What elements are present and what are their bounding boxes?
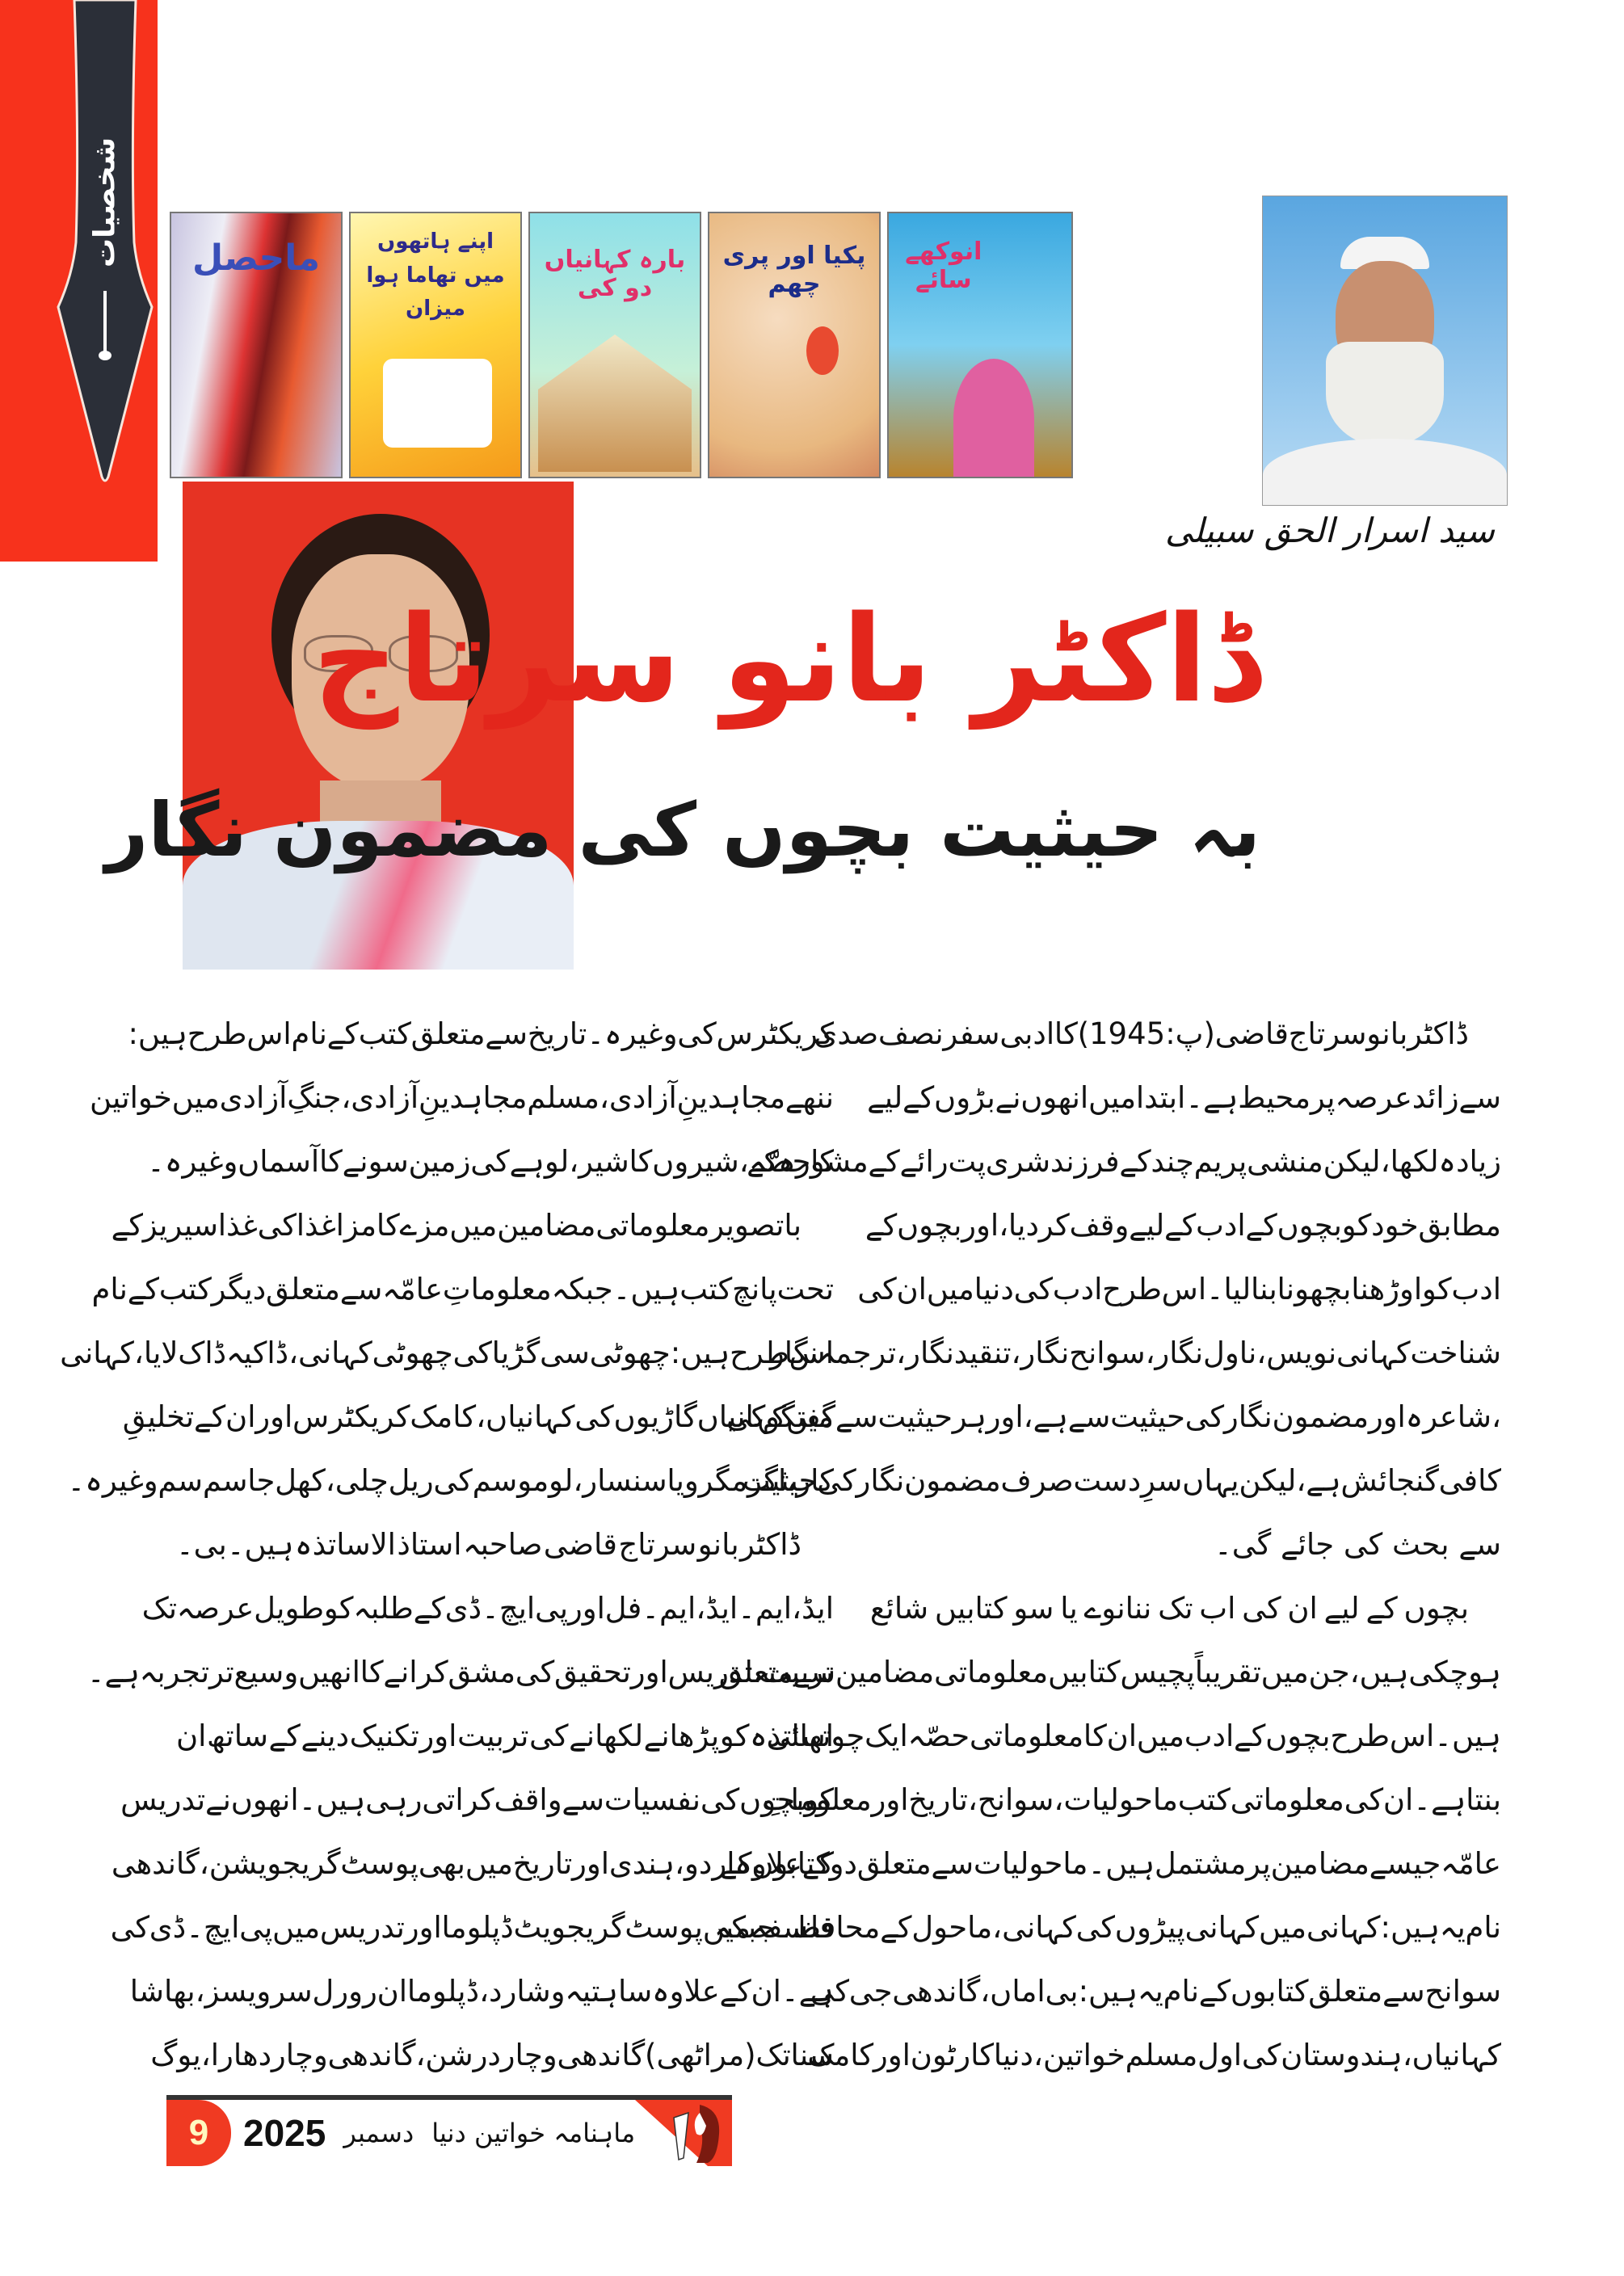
- magazine-logo-icon: [667, 2101, 724, 2165]
- book-cover: [349, 212, 522, 478]
- text-line: زیادہ لکھا،لیکن منشی پریم چند کے فرزند شری پت رائے کے مشورہ کے: [747, 1144, 1501, 1179]
- text-line: ادب کو اوڑھنا بچھونا بنا لیا۔ اس طرح ادب کی دنیا میں ان کی: [857, 1272, 1501, 1306]
- book-cover: [708, 212, 881, 478]
- book-title: بارہ کہانیاں دو کی: [544, 246, 686, 302]
- text-line: بچوں کے لیے ان کی اب تک ننانوے یا سو کتابیں شائع: [869, 1591, 1469, 1626]
- text-line: اساتذہ کو پڑھانے لکھانے کی تربیت اور تکنیک دینے کے ساتھ ان: [176, 1719, 834, 1753]
- text-line: کہانیاں ،ہندوستان کی اول مسلم خواتین،دنیا کارٹون اور کامک: [807, 2038, 1501, 2072]
- text-line: کا حصّہ،شیروں کا شیر،لوہے کی زمین سونے کا آسماں وغیرہ۔: [147, 1144, 834, 1179]
- text-line: کو بچوں کی نفسیات سے واقف کراتی رہی ہیں۔انھوں نے تدریس: [120, 1782, 834, 1817]
- text-line: سوانح سے متعلق کتابوں کے نام یہ ہیں:بی اماں،گاندھی جی کی: [810, 1974, 1501, 2009]
- cover-balloon: [806, 326, 839, 375]
- text-line: اس طرح ہیں:چھوٹی سی گڑیا کی چھوٹی کہانی،ڈاکیہ ڈاک لایا،کہانی: [60, 1336, 834, 1370]
- text-line: ہو چکی ہیں،جن میں تقریباً پچیس کتابیں معلوماتی مضامین سے متعلق: [718, 1655, 1501, 1689]
- page-number: 9: [166, 2100, 231, 2166]
- author-photo: [1262, 196, 1508, 506]
- author-name: سید اسرار الحق سبیلی: [1164, 511, 1495, 550]
- text-line: نام یہ ہیں:کہانی میں کہانی پیڑوں کی کہانی،ماحول کے محافظ۔جبکہ: [713, 1910, 1501, 1945]
- book-title: ماحصل: [191, 238, 321, 279]
- article-title: ڈاکٹر بانو سرتاج: [312, 590, 1260, 729]
- book-title: پکیا اور پری چھم: [722, 242, 866, 298]
- text-line: ایڈ،ایم۔ایڈ،ایم۔فل اور پی ایچ۔ڈی کے طلبہ کو طویل عرصہ تک: [141, 1591, 834, 1626]
- text-line: کافی گنجائش ہے،لیکن یہاں سرِ دست صرف مضمون نگار کی حیثیت: [742, 1463, 1501, 1498]
- section-label: شخصیات: [88, 137, 122, 267]
- cover-illustration: [953, 359, 1034, 478]
- text-line: ڈاکٹر بانو سرتاج قاضی صاحبہ استاذ الاساتذہ ہیں۔بی۔: [176, 1527, 801, 1562]
- text-line: شناخت کہانی نویس،ناول نگار ،سوانح نگار،تنقید نگار،ترجمہ نگار: [769, 1336, 1501, 1370]
- text-line: ڈاکٹر بانو سرتاج قاضی (پ:1945) کا ادبی سفر نصف صدی: [814, 1016, 1469, 1051]
- book-cover: [528, 212, 701, 478]
- book-cover: [887, 212, 1073, 478]
- text-line: تربیت،تدریس اور تحقیق کی مشق کرانے کا انھیں وسیع تر تجربہ ہے۔: [86, 1655, 834, 1689]
- cover-illustration: [538, 334, 692, 472]
- text-line: ہیں۔اس طرح بچوں کے ادب میں ان کا معلوماتی حصّہ ایک چوتھائی: [766, 1719, 1501, 1753]
- text-line: سے بحث کی جائے گی۔: [1214, 1527, 1501, 1562]
- article-column-right: [713, 1002, 1501, 2087]
- cover-illustration: [383, 359, 492, 448]
- text-line: تحت پانچ کتب ہیں۔جبکہ معلوماتِ عامّہ سے متعلق دیگر کتب کے نام: [91, 1272, 834, 1306]
- text-line: بنتا ہے۔ان کی معلوماتی کتب ماحولیات،سوانح،تاریخ اور معلوماتِ: [762, 1782, 1501, 1817]
- text-line: فلسفہ میں پوسٹ گریجویٹ ڈپلوما اور تدریس میں پی ایچ۔ڈی کی: [110, 1910, 834, 1945]
- book-title: انوکھے سائے: [905, 238, 982, 294]
- text-line: سنا تک (مراٹھی) گاندھی وچار درشن،گاندھی وچار دھارا،یوگ: [150, 2038, 834, 2072]
- book-title: اپنے ہاتھوں میں تھاما ہوا میزان: [366, 229, 505, 322]
- article-subtitle: بہ حیثیت بچوں کی مضمون نگار: [105, 787, 1260, 873]
- text-line: میں کہانیاں گاڑیوں کی کہانیاں،کامک کریکٹرس اور ان کے تخلیقِ: [122, 1399, 834, 1434]
- issue-year: 2025: [243, 2112, 326, 2154]
- footer-issue-info: [243, 2100, 655, 2166]
- text-line: سے زائد عرصہ پر محیط ہے۔ابتدا میں انھوں نے بڑوں کے لیے: [867, 1080, 1501, 1115]
- issue-month: دسمبر: [343, 2118, 414, 2148]
- text-line: مطابق خود کو بچوں کے ادب کے لیے وقف کر دیا ،اور بچوں کے: [865, 1208, 1501, 1243]
- text-line: ننھے مجاہدینِ آزادی،مسلم مجاہدینِ آزادی،جنگِ آزادی میں خواتین: [90, 1080, 834, 1115]
- text-line: کے علاوہ اردو،ہندی اور تاریخ میں بھی پوسٹ گریجویشن،گاندھی: [111, 1846, 834, 1881]
- text-line: کریکٹرس کی وغیرہ۔تاریخ سے متعلق کتب کے نام اس طرح ہیں:: [128, 1016, 834, 1051]
- article-column-left: [60, 1002, 834, 2087]
- text-line: کار،اگر مگر ویا سنسار،لو موسم کی ریل چلی،کھل جا سم سم وغیرہ۔: [67, 1463, 834, 1498]
- text-line: باتصویر معلوماتی مضامین میں مزے کا مزا غذا کی غذا سیریز کے: [111, 1208, 801, 1243]
- text-line: ،شاعرہ اور مضمون نگار کی حیثیت سے ہے،اور ہر حیثیت سے گفتگو کی: [726, 1399, 1501, 1434]
- text-line: ہے۔ان کے علاوہ ساہتیہ وشارد،ڈپلوما ان رورل سرویسز،بھاشا: [129, 1974, 834, 2009]
- page-footer: [166, 2095, 732, 2166]
- text-line: عامّہ جیسے مضامین پر مشتمل ہیں۔ماحولیات سے متعلق دو کتابوں کے: [720, 1846, 1501, 1881]
- book-cover: [170, 212, 343, 478]
- magazine-name: ماہنامہ خواتین دنیا: [431, 2118, 636, 2148]
